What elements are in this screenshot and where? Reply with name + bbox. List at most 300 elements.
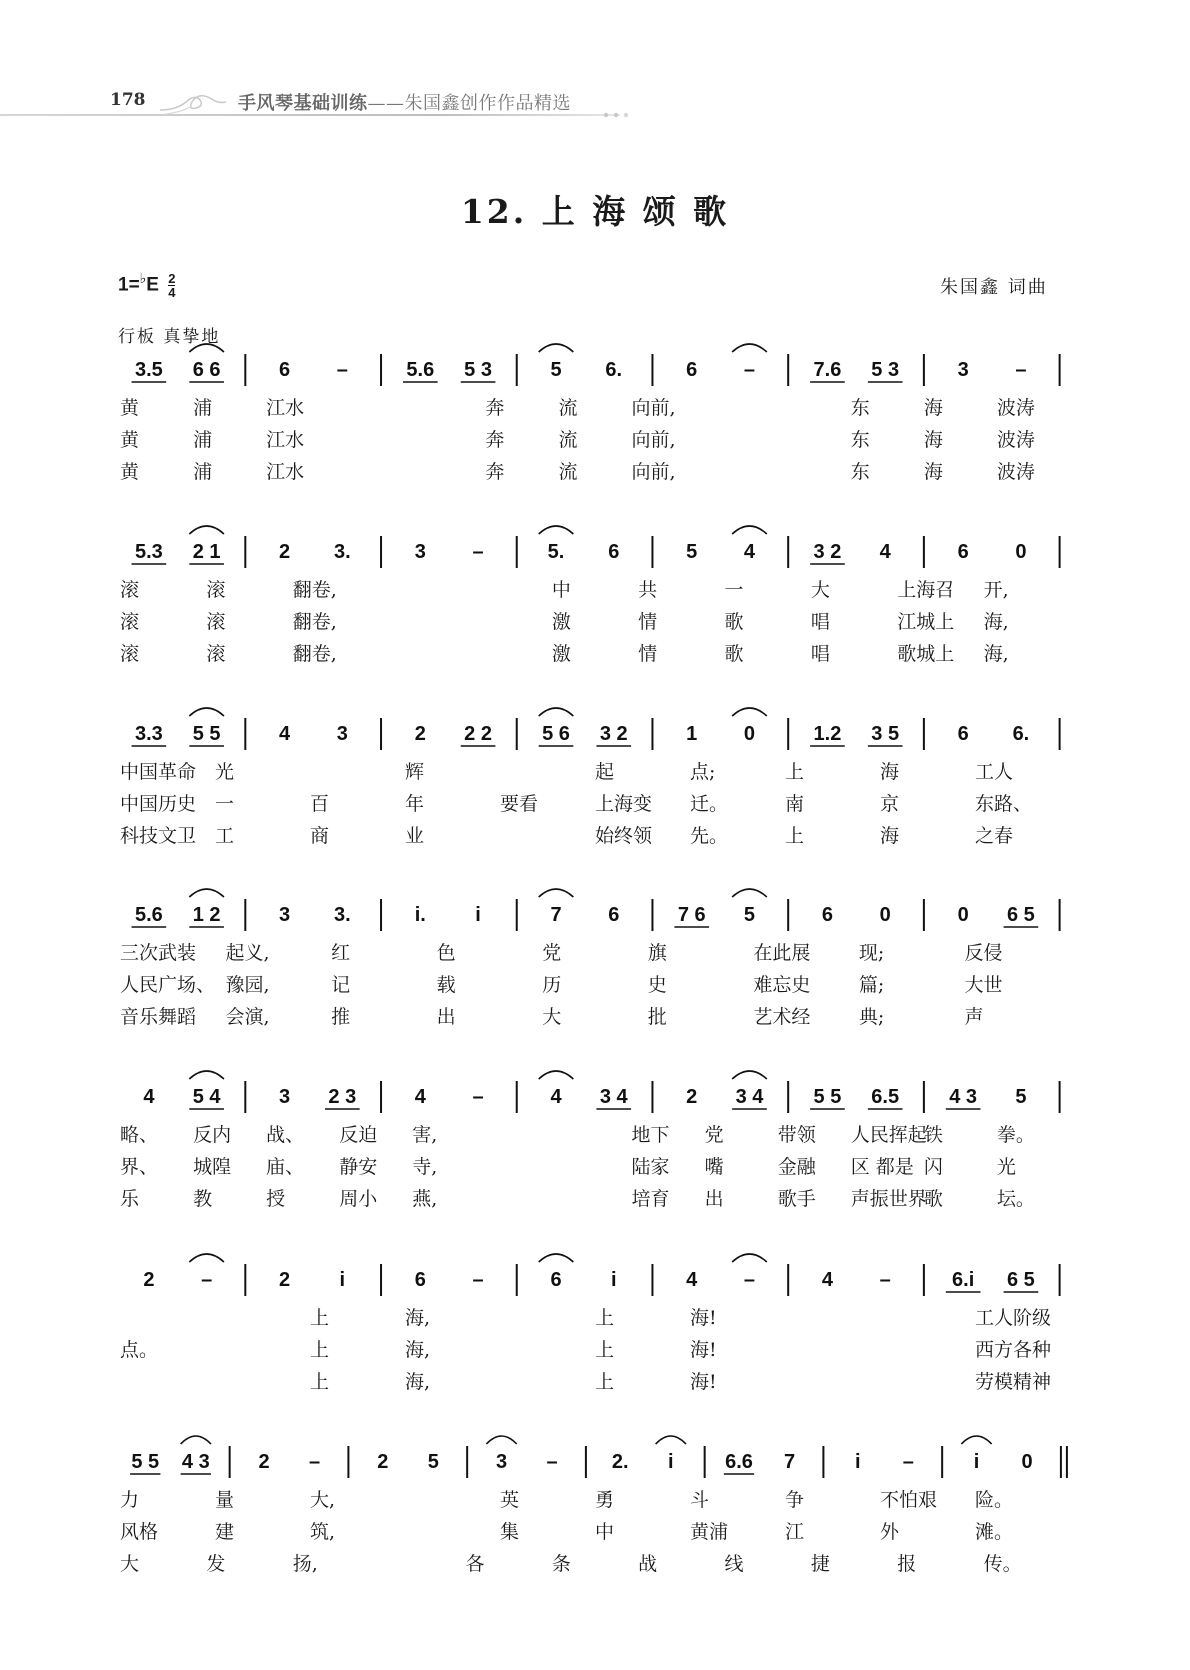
lyric-word: 大	[542, 1006, 562, 1028]
lyric-word: 滚	[120, 611, 140, 633]
lyric-word: 扬,	[292, 1553, 318, 1575]
lyric-word: 波涛	[996, 429, 1035, 451]
slur-arc	[486, 1436, 516, 1444]
note: i	[854, 1451, 861, 1473]
lyric-word: 浦	[193, 429, 213, 451]
lyric-word: 翻卷,	[292, 611, 337, 633]
note: –	[472, 1086, 484, 1108]
note: 5.6	[406, 359, 435, 381]
lyric-word: 区 都是	[850, 1156, 914, 1178]
note: i	[973, 1451, 980, 1473]
lyric-word: 篇;	[858, 974, 885, 996]
note: 3	[414, 541, 426, 563]
lyric-word: 滚	[206, 611, 226, 633]
lyric-word: 界、	[120, 1156, 159, 1178]
lyric-word: 量	[215, 1489, 235, 1511]
lyric-word: 西方各种	[975, 1339, 1052, 1361]
lyric-word: 情	[638, 611, 658, 633]
note: 5 5	[192, 723, 221, 745]
note: 2	[279, 541, 291, 563]
lyric-word: 捷	[810, 1553, 830, 1575]
lyric-word: 激	[551, 643, 571, 665]
lyric-word: 南	[785, 793, 805, 815]
lyric-word: 江水	[266, 397, 305, 419]
note: 5 5	[131, 1451, 160, 1473]
lyric-word: 科技文卫	[120, 825, 197, 847]
lyric-word: 光	[215, 761, 235, 783]
lyric-word: 城隍	[193, 1156, 232, 1178]
note: 6.i	[952, 1269, 975, 1291]
note: 5	[550, 359, 562, 381]
note: 6	[821, 904, 834, 926]
lyric-word: 会演,	[225, 1006, 270, 1028]
lyric-word: 波涛	[996, 461, 1035, 483]
lyric-word: 海!	[690, 1339, 717, 1361]
lyric-word: 向前,	[631, 397, 676, 419]
slur-arc	[189, 1254, 224, 1262]
note: 5 3	[871, 359, 900, 381]
lyric-word: 迁。	[690, 793, 729, 815]
lyric-word: 教	[193, 1188, 213, 1210]
lyric-word: 先。	[690, 825, 729, 847]
note: –	[336, 359, 348, 381]
lyric-word: 滚	[206, 579, 226, 601]
note: 3	[957, 359, 969, 381]
key-prefix: 1=	[118, 274, 140, 296]
lyric-word: 推	[331, 1006, 351, 1028]
lyric-word: 歌	[724, 611, 744, 633]
note: 7 6	[677, 904, 706, 926]
lyric-word: 滚	[120, 579, 140, 601]
lyric-word: 翻卷,	[292, 579, 337, 601]
lyric-word: 起	[595, 761, 615, 783]
lyric-word: 海	[923, 397, 943, 419]
note: 2	[143, 1269, 155, 1291]
note: 6 5	[1007, 904, 1035, 926]
note: 6	[957, 541, 969, 563]
lyric-word: 歌	[724, 643, 744, 665]
lyric-word: 江水	[266, 461, 305, 483]
lyric-word: 点;	[690, 761, 716, 783]
lyric-word: 报	[897, 1553, 917, 1575]
slur-arc	[539, 1071, 574, 1079]
note: 1	[686, 723, 698, 745]
note: 3.	[333, 541, 351, 563]
lyric-word: 中国历史	[120, 793, 197, 815]
lyric-word: 激	[551, 611, 571, 633]
lyric-word: 大世	[964, 974, 1003, 996]
note: 6	[279, 359, 291, 381]
lyric-word: 争	[785, 1489, 805, 1511]
lyric-word: 音乐舞蹈	[120, 1006, 197, 1028]
lyric-word: 东路、	[975, 793, 1033, 815]
note: 5	[686, 541, 698, 563]
lyric-word: 典;	[858, 1006, 885, 1028]
lyric-word: 之春	[975, 825, 1014, 847]
note: –	[201, 1269, 213, 1291]
lyric-word: 筑,	[310, 1521, 336, 1543]
lyric-word: 海,	[983, 611, 1009, 633]
lyric-word: 建	[215, 1521, 235, 1543]
lyric-word: 要看	[500, 793, 539, 815]
note: 6.5	[871, 1086, 900, 1108]
lyric-word: 一	[215, 793, 235, 815]
note: 0	[957, 904, 969, 926]
note: 2	[414, 723, 426, 745]
note: 6 6	[192, 359, 221, 381]
lyric-word: 声	[964, 1006, 984, 1028]
note: 4	[686, 1269, 698, 1291]
lyric-word: 流	[558, 429, 578, 451]
lyric-word: 出	[436, 1006, 456, 1028]
lyric-word: 庙、	[266, 1156, 305, 1178]
lyric-word: 史	[647, 974, 667, 996]
lyric-word: 斗	[690, 1489, 710, 1511]
song-title: 12. 上 海 颂 歌	[460, 192, 730, 231]
page-number: 178	[110, 90, 146, 110]
lyric-word: 坛。	[996, 1188, 1035, 1210]
note: 0	[1015, 541, 1027, 563]
lyric-word: 海!	[690, 1371, 717, 1393]
lyric-word: 风格	[120, 1521, 159, 1543]
lyric-word: 难忘史	[753, 974, 811, 996]
lyric-word: 大,	[310, 1489, 336, 1511]
note: –	[308, 1451, 321, 1473]
note: 5	[743, 904, 756, 926]
lyric-word: 年	[405, 793, 425, 815]
lyric-word: 奔	[485, 461, 505, 483]
lyric-word: 商	[310, 825, 330, 847]
lyric-word: 中	[595, 1521, 615, 1543]
lyric-word: 海,	[405, 1339, 431, 1361]
lyric-word: 燕,	[412, 1188, 438, 1210]
slur-arc	[189, 344, 224, 352]
note: 4	[821, 1269, 834, 1291]
time-bottom: 4	[168, 284, 176, 300]
lyric-word: 一	[724, 579, 744, 601]
note: 2 1	[192, 541, 221, 563]
lyric-word: 声振世界	[850, 1188, 927, 1210]
lyric-word: 海,	[405, 1371, 431, 1393]
lyric-word: 金融	[777, 1156, 816, 1178]
lyric-word: 辉	[405, 761, 425, 783]
lyric-word: 上	[785, 761, 805, 783]
slur-arc	[539, 344, 574, 352]
lyric-word: 嘴	[704, 1156, 724, 1178]
note: 7	[783, 1451, 796, 1473]
note: 3 2	[813, 541, 842, 563]
lyric-word: 历	[542, 974, 562, 996]
note: i	[668, 1451, 674, 1473]
note: 3	[279, 1086, 291, 1108]
lyric-word: 发	[206, 1553, 226, 1575]
note: 2 3	[328, 1086, 357, 1108]
time-top: 2	[168, 270, 176, 286]
note: 2 2	[464, 723, 492, 745]
note: –	[472, 1269, 484, 1291]
note: i	[610, 1269, 617, 1291]
note: 6	[608, 541, 620, 563]
note: 3	[495, 1451, 508, 1473]
lyric-word: 江	[785, 1521, 805, 1543]
note: 0	[1021, 1451, 1033, 1473]
lyric-word: 歌城上	[897, 643, 955, 665]
lyric-word: 党	[542, 942, 562, 964]
lyric-word: 载	[436, 974, 456, 996]
lyric-word: 歌	[923, 1188, 943, 1210]
lyric-word: 大	[810, 579, 830, 601]
lyric-word: 上	[310, 1307, 330, 1329]
lyric-word: 反内	[193, 1124, 232, 1146]
lyric-word: 浦	[193, 461, 213, 483]
slur-arc	[539, 708, 574, 716]
note: i.	[414, 904, 426, 926]
lyric-word: 现;	[858, 942, 885, 964]
slur-arc	[189, 1071, 224, 1079]
note: 1 2	[192, 904, 221, 926]
note: –	[743, 1269, 756, 1291]
note: 2	[279, 1269, 291, 1291]
note: –	[546, 1451, 558, 1473]
note: 5 6	[542, 723, 570, 745]
note: 6.	[605, 359, 623, 381]
lyric-word: 浦	[193, 397, 213, 419]
slur-arc	[539, 1254, 574, 1262]
lyric-word: 反迫	[339, 1124, 378, 1146]
lyric-word: 海,	[983, 643, 1009, 665]
lyric-word: 铁	[923, 1124, 943, 1146]
lyric-word: 起义,	[225, 942, 270, 964]
lyric-word: 批	[647, 1006, 667, 1028]
lyric-word: 闪	[923, 1156, 943, 1178]
note: 5 4	[192, 1086, 221, 1108]
slur-arc	[732, 708, 767, 716]
slur-arc	[181, 1436, 211, 1444]
lyric-word: 唱	[810, 611, 830, 633]
note: 4	[279, 723, 291, 745]
lyric-word: 旗	[647, 942, 667, 964]
note: 4	[550, 1086, 562, 1108]
lyric-word: 海	[880, 825, 900, 847]
lyric-word: 艺术经	[753, 1006, 811, 1028]
lyric-word: 歌手	[777, 1188, 816, 1210]
lyric-word: 色	[436, 942, 456, 964]
lyric-word: 海	[923, 429, 943, 451]
note: 2	[377, 1451, 389, 1473]
note: 6.	[1012, 723, 1030, 745]
note: 2	[258, 1451, 270, 1473]
lyric-word: 海	[880, 761, 900, 783]
lyric-word: 大	[120, 1553, 140, 1575]
lyric-word: 向前,	[631, 461, 676, 483]
lyric-word: 东	[850, 397, 870, 419]
note: –	[472, 541, 484, 563]
lyric-word: 向前,	[631, 429, 676, 451]
lyric-word: 险。	[975, 1489, 1014, 1511]
lyric-word: 滚	[206, 643, 226, 665]
lyric-word: 害,	[412, 1124, 438, 1146]
note: 0	[879, 904, 891, 926]
lyric-word: 外	[880, 1521, 900, 1543]
lyric-word: 黄	[120, 461, 140, 483]
note: 3 5	[871, 723, 900, 745]
slur-arc	[732, 1071, 767, 1079]
slur-arc	[189, 526, 224, 534]
lyric-word: 黄浦	[690, 1521, 729, 1543]
lyric-word: 人民挥起	[850, 1124, 927, 1146]
note: –	[902, 1451, 914, 1473]
slur-arc	[539, 889, 574, 897]
lyric-word: 海!	[690, 1307, 717, 1329]
slur-arc	[189, 708, 224, 716]
note: 5 5	[813, 1086, 842, 1108]
note: 1.2	[813, 723, 842, 745]
lyric-word: 记	[331, 974, 351, 996]
note: 4 3	[949, 1086, 978, 1108]
lyric-word: 始终领	[595, 825, 653, 847]
slur-arc	[732, 526, 767, 534]
note: 2	[686, 1086, 698, 1108]
lyric-word: 上	[595, 1371, 615, 1393]
note: 4	[414, 1086, 426, 1108]
note: 6	[550, 1269, 562, 1291]
lyric-word: 光	[996, 1156, 1016, 1178]
lyric-word: 滩。	[975, 1521, 1014, 1543]
lyric-word: 战	[638, 1553, 658, 1575]
lyric-word: 业	[405, 825, 425, 847]
lyric-word: 流	[558, 397, 578, 419]
note: 6	[686, 359, 698, 381]
lyric-word: 三次武装	[120, 942, 197, 964]
note: 0	[743, 723, 756, 745]
note: –	[743, 359, 756, 381]
lyric-word: 人民广场、	[120, 974, 216, 996]
lyric-word: 点。	[120, 1339, 159, 1361]
note: 6.6	[725, 1451, 753, 1473]
lyric-word: 带领	[777, 1124, 816, 1146]
lyric-word: 反侵	[964, 942, 1003, 964]
note: 7.6	[813, 359, 842, 381]
lyric-word: 海,	[405, 1307, 431, 1329]
lyric-word: 江城上	[897, 611, 955, 633]
note: 5.3	[134, 541, 163, 563]
note: 3.5	[134, 359, 163, 381]
note: 3.3	[134, 723, 163, 745]
lyric-word: 工	[215, 825, 235, 847]
note: 3 2	[599, 723, 628, 745]
lyric-word: 上海召	[897, 579, 955, 601]
lyric-word: 上	[785, 825, 805, 847]
lyric-word: 上	[310, 1339, 330, 1361]
slur-arc	[732, 889, 767, 897]
note: 3 4	[735, 1086, 764, 1108]
note: i	[339, 1269, 346, 1291]
lyric-word: 红	[331, 942, 351, 964]
book-title-main: 手风琴基础训练	[238, 93, 368, 114]
lyric-word: 中国革命	[120, 761, 197, 783]
lyric-word: 情	[638, 643, 658, 665]
note: 3	[279, 904, 291, 926]
note: 3	[336, 723, 348, 745]
note: –	[879, 1269, 891, 1291]
note: 3.	[333, 904, 351, 926]
lyric-word: 不怕艰	[880, 1489, 938, 1511]
lyric-word: 党	[704, 1124, 724, 1146]
note: 5	[1015, 1086, 1027, 1108]
lyric-word: 各	[465, 1553, 485, 1575]
lyric-word: 集	[500, 1521, 520, 1543]
note: 6 5	[1007, 1269, 1035, 1291]
lyric-word: 出	[704, 1188, 724, 1210]
lyric-word: 流	[558, 461, 578, 483]
lyric-word: 上	[595, 1307, 615, 1329]
note: 6	[608, 904, 620, 926]
note: 4 3	[181, 1451, 210, 1473]
note: 5.6	[134, 904, 163, 926]
note: 3 4	[599, 1086, 628, 1108]
lyric-word: 奔	[485, 397, 505, 419]
note: 4	[879, 541, 891, 563]
lyric-word: 海	[923, 461, 943, 483]
lyric-word: 上	[595, 1339, 615, 1361]
lyric-word: 周小	[339, 1188, 378, 1210]
lyric-word: 在此展	[753, 942, 811, 964]
lyric-word: 劳模精神	[975, 1371, 1052, 1393]
note: 4	[143, 1086, 155, 1108]
lyric-word: 寺,	[412, 1156, 438, 1178]
lyric-word: 百	[310, 793, 330, 815]
lyric-word: 力	[120, 1489, 140, 1511]
lyric-word: 拳。	[996, 1124, 1035, 1146]
lyric-word: 乐	[120, 1188, 140, 1210]
lyric-word: 京	[880, 793, 900, 815]
slur-arc	[656, 1436, 686, 1444]
lyric-word: 上	[310, 1371, 330, 1393]
lyric-word: 陆家	[631, 1156, 670, 1178]
lyric-word: 静安	[339, 1156, 378, 1178]
note: 7	[550, 904, 562, 926]
flat-sign: ♭	[139, 270, 147, 286]
note: 4	[743, 541, 756, 563]
composer-credit: 朱国鑫 词曲	[940, 277, 1048, 298]
lyric-word: 奔	[485, 429, 505, 451]
lyric-word: 波涛	[996, 397, 1035, 419]
lyric-word: 黄	[120, 397, 140, 419]
lyric-word: 勇	[595, 1489, 615, 1511]
lyric-word: 工人	[975, 761, 1014, 783]
lyric-word: 翻卷,	[292, 643, 337, 665]
lyric-word: 滚	[120, 643, 140, 665]
note: 2.	[611, 1451, 629, 1473]
lyric-word: 传。	[983, 1553, 1022, 1575]
slur-arc	[189, 889, 224, 897]
lyric-word: 略、	[120, 1124, 159, 1146]
lyric-word: 工人阶级	[975, 1307, 1052, 1329]
lyric-word: 条	[551, 1553, 571, 1575]
lyric-word: 中	[551, 579, 571, 601]
note: 6	[957, 723, 969, 745]
note: 5 3	[464, 359, 492, 381]
tempo-marking: 行板 真挚地	[118, 327, 221, 347]
lyric-word: 共	[638, 579, 658, 601]
slur-arc	[732, 344, 767, 352]
lyric-word: 地下	[631, 1124, 670, 1146]
lyric-word: 上海变	[595, 793, 653, 815]
lyric-word: 唱	[810, 643, 830, 665]
note: 6	[414, 1269, 426, 1291]
slur-arc	[539, 526, 574, 534]
lyric-word: 江水	[266, 429, 305, 451]
